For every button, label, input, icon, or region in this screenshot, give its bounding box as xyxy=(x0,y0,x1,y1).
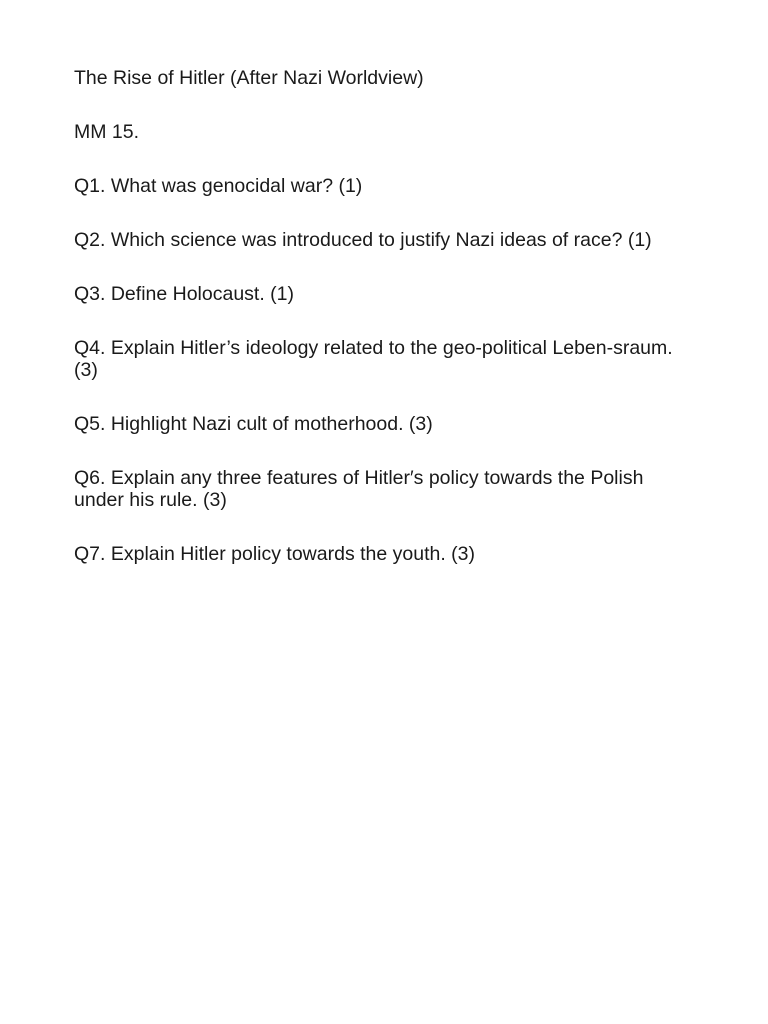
question-4: Q4. Explain Hitler’s ideology related to the geo-political Leben-sraum. (3) xyxy=(74,337,673,381)
question-7: Q7. Explain Hitler policy towards the youth. (3) xyxy=(74,543,476,565)
question-1: Q1. What was genocidal war? (1) xyxy=(74,175,363,197)
document-title: The Rise of Hitler (After Nazi Worldview) xyxy=(74,67,424,89)
max-marks: MM 15. xyxy=(74,121,140,143)
question-6: Q6. Explain any three features of Hitler′s policy towards the Polish under his rule. (3) xyxy=(74,467,644,511)
question-3: Q3. Define Holocaust. (1) xyxy=(74,283,295,305)
question-2: Q2. Which science was introduced to justify Nazi ideas of race? (1) xyxy=(74,229,652,251)
document-page xyxy=(74,67,694,597)
question-5: Q5. Highlight Nazi cult of motherhood. (3) xyxy=(74,413,433,435)
